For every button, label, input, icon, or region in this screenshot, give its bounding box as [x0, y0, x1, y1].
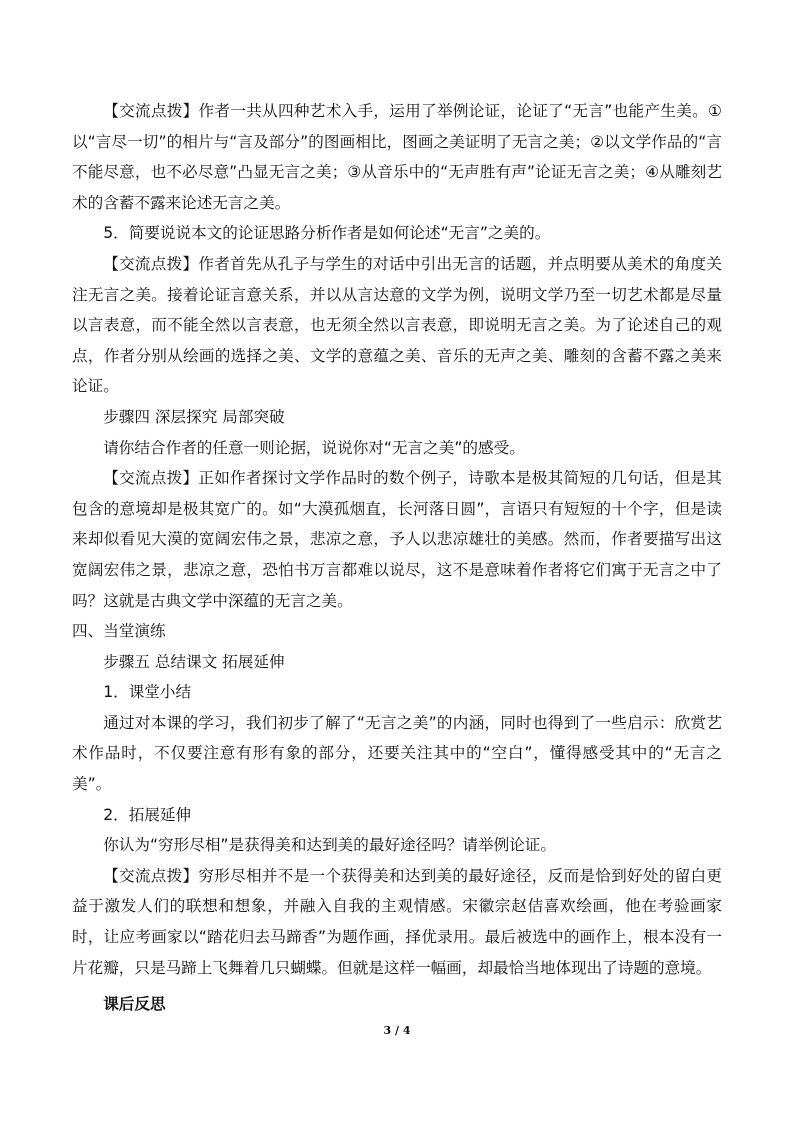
section-four-heading: 四、当堂演练: [72, 622, 166, 641]
paragraph-song-huizong-example: 【交流点拨】穷形尽相并不是一个获得美和达到美的最好途径，反而是恰到好处的留白更益于激发人们的联想和想象，并融入自我的主观情感。宋徽宗赵佶喜欢绘画，他在考验画家时，让应考画家以“踏花归去马蹄香”为题作画，择优录用。最后被选中的画作上，根本没有一片花瓣，只是马蹄上飞舞着几只蝴蝶。但就是这样一幅画，却最恰当地体现出了诗题的意境。: [72, 866, 722, 977]
step-five-heading: 步骤五 总结课文 拓展延伸: [103, 652, 285, 671]
extension-heading: 2．拓展延伸: [103, 805, 192, 824]
class-summary-heading: 1．课堂小结: [103, 683, 192, 702]
page-number: 3 / 4: [383, 1024, 411, 1037]
paragraph-summary-four-arts: 【交流点拨】作者一共从四种艺术入手，运用了举例论证，论证了“无言”也能产生美。①以“言尽一切”的相片与“言及部分”的图画相比，图画之美证明了无言之美；②以文学作品的“言不能尽意，也不必尽意”凸显无言之美；③从音乐中的“无声胜有声”论证无言之美；④从雕刻艺术的含蓄不露来论述无言之美。: [72, 102, 722, 212]
question-5: 5．简要说说本文的论证思路分析作者是如何论述“无言”之美的。: [103, 224, 551, 243]
step-four-heading: 步骤四 深层探究 局部突破: [103, 407, 285, 426]
document-body: [72, 96, 722, 1020]
class-summary-text: 通过对本课的学习，我们初步了解了“无言之美”的内涵，同时也得到了一些启示：欣赏艺术作品时，不仅要注意有形有象的部分，还要关注其中的“空白”，懂得感受其中的“无言之美”。: [72, 713, 722, 794]
reflection-heading: 课后反思: [103, 995, 166, 1014]
extension-question: 你认为“穷形尽相”是获得美和达到美的最好途径吗？请举例论证。: [103, 836, 556, 855]
paragraph-argument-outline: 【交流点拨】作者首先从孔子与学生的对话中引出无言的话题，并点明要从美术的角度关注无言之美。接着论证言意关系，并以从言达意的文学为例，说明文学乃至一切艺术都是尽量以言表意，而不能全然以言表意，也无须全然以言表意，即说明无言之美。为了论述自己的观点，作者分别从绘画的选择之美、文学的意蕴之美、音乐的无声之美、雕刻的含蓄不露之美来论证。: [72, 254, 722, 396]
paragraph-poetry-example: 【交流点拨】正如作者探讨文学作品时的数个例子，诗歌本是极其简短的几句话，但是其包含的意境却是极其宽广的。如“大漠孤烟直，长河落日圆”，言语只有短短的十个字，但是读来却似看见大漠的宽阔宏伟之景，悲凉之意，予人以悲凉雄壮的美感。然而，作者要描写出这宽阔宏伟之景，悲凉之意，恐怕书万言都难以说尽，这不是意味着作者将它们寓于无言之中了吗？这就是古典文学中深蕴的无言之美。: [72, 469, 722, 610]
step-four-prompt: 请你结合作者的任意一则论据，说说你对“无言之美”的感受。: [103, 438, 525, 457]
